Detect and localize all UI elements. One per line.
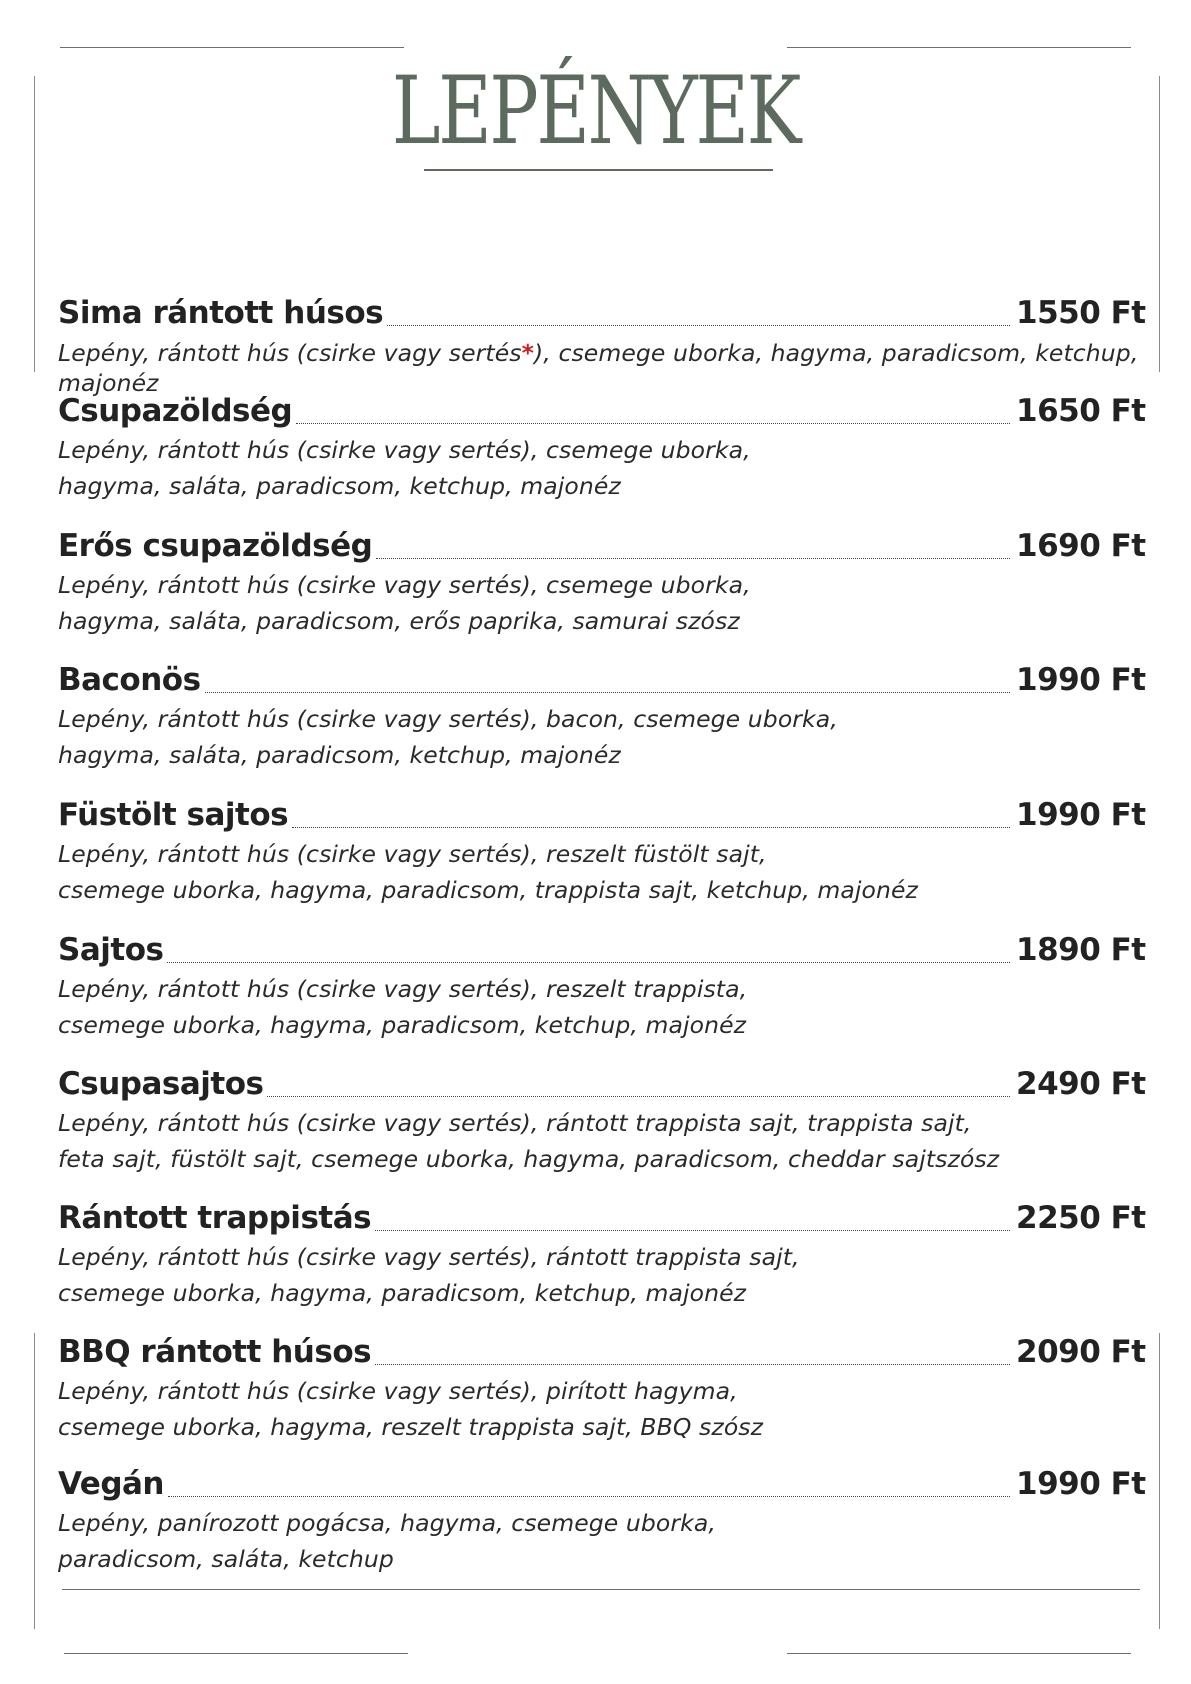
dot-leader — [375, 1364, 1010, 1365]
dot-leader — [376, 558, 1010, 559]
description-line: paradicsom, saláta, ketchup — [58, 1545, 394, 1573]
right-border-top — [1159, 76, 1160, 372]
description-line: Lepény, rántott hús (csirke vagy sertés), csemege uborka, — [58, 571, 751, 599]
menu-item-header — [58, 1197, 1146, 1237]
menu-item — [58, 1197, 1146, 1311]
item-price: 1990 Ft — [1016, 1466, 1146, 1502]
menu-item — [58, 292, 1146, 398]
menu-item-header — [58, 1331, 1146, 1371]
description-text: Lepény, rántott hús (csirke vagy sertés — [58, 339, 522, 367]
bottom-divider — [62, 1589, 1140, 1590]
menu-item — [58, 794, 1146, 908]
description-line: Lepény, rántott hús (csirke vagy sertés), rántott trappista sajt, trappista sajt, — [58, 1109, 972, 1137]
asterisk-mark: * — [521, 339, 535, 367]
description-line: Lepény, rántott hús (csirke vagy sertés), reszelt trappista, — [58, 975, 748, 1003]
menu-item-header — [58, 525, 1146, 565]
dot-leader — [205, 692, 1010, 693]
item-price: 1690 Ft — [1016, 528, 1146, 564]
dot-leader — [292, 827, 1010, 828]
bottom-right-rule — [787, 1653, 1131, 1654]
item-description — [58, 971, 1140, 1043]
description-line: csemege uborka, hagyma, paradicsom, trappista sajt, ketchup, majonéz — [58, 876, 918, 904]
description-line: hagyma, saláta, paradicsom, erős paprika, samurai szósz — [58, 607, 740, 635]
description-line: Lepény, rántott hús (csirke vagy sertés), csemege uborka, — [58, 436, 751, 464]
item-description — [58, 432, 1140, 504]
description-line: feta sajt, füstölt sajt, csemege uborka, hagyma, paradicsom, cheddar sajtszósz — [58, 1145, 1000, 1173]
item-name: Sajtos — [58, 932, 164, 968]
menu-item — [58, 390, 1146, 504]
description-line: csemege uborka, hagyma, paradicsom, ketchup, majonéz — [58, 1279, 747, 1307]
item-description — [58, 1373, 1140, 1445]
description-line: csemege uborka, hagyma, paradicsom, ketchup, majonéz — [58, 1011, 747, 1039]
menu-item-header — [58, 292, 1146, 332]
menu-item — [58, 1063, 1146, 1177]
menu-item — [58, 929, 1146, 1043]
item-description — [58, 1105, 1140, 1177]
item-price: 1650 Ft — [1016, 393, 1146, 429]
left-border-bottom — [34, 1333, 35, 1629]
item-name: Rántott trappistás — [58, 1200, 372, 1236]
menu-item-header — [58, 1463, 1146, 1503]
page-title: LEPÉNYEK — [391, 57, 800, 166]
description-line: Lepény, rántott hús (csirke vagy sertés), rántott trappista sajt, — [58, 1243, 800, 1271]
item-price: 1990 Ft — [1016, 662, 1146, 698]
item-name: Erős csupazöldség — [58, 528, 373, 564]
bottom-left-rule — [64, 1653, 408, 1654]
dot-leader — [296, 423, 1010, 424]
item-price: 2250 Ft — [1016, 1200, 1146, 1236]
item-price: 1890 Ft — [1016, 932, 1146, 968]
dot-leader — [167, 962, 1010, 963]
menu-item — [58, 1331, 1146, 1445]
item-price: 2490 Ft — [1016, 1066, 1146, 1102]
menu-item-header — [58, 929, 1146, 969]
menu-item — [58, 659, 1146, 773]
description-line: Lepény, rántott hús (csirke vagy sertés), pirított hagyma, — [58, 1377, 738, 1405]
dot-leader — [387, 325, 1010, 326]
description-line: Lepény, rántott hús (csirke vagy sertés), bacon, csemege uborka, — [58, 705, 838, 733]
top-left-rule — [60, 47, 404, 48]
item-description — [58, 701, 1140, 773]
item-price: 2090 Ft — [1016, 1334, 1146, 1370]
item-description — [58, 836, 1140, 908]
menu-item-header — [58, 1063, 1146, 1103]
dot-leader — [375, 1230, 1010, 1231]
menu-item-header — [58, 794, 1146, 834]
menu-item — [58, 525, 1146, 639]
item-description — [58, 567, 1140, 639]
item-name: Sima rántott húsos — [58, 295, 384, 331]
item-price: 1550 Ft — [1016, 295, 1146, 331]
description-line: Lepény, panírozott pogácsa, hagyma, csemege uborka, — [58, 1509, 716, 1537]
menu-item-header — [58, 659, 1146, 699]
description-line — [58, 338, 1140, 368]
dot-leader — [168, 1496, 1010, 1497]
item-description — [58, 338, 1140, 398]
description-line: hagyma, saláta, paradicsom, ketchup, majonéz — [58, 472, 621, 500]
dot-leader — [267, 1096, 1010, 1097]
item-description — [58, 1505, 1140, 1577]
item-name: Csupazöldség — [58, 393, 293, 429]
item-name: BBQ rántott húsos — [58, 1334, 372, 1370]
description-line: Lepény, rántott hús (csirke vagy sertés), reszelt füstölt sajt, — [58, 840, 767, 868]
description-line: hagyma, saláta, paradicsom, ketchup, majonéz — [58, 741, 621, 769]
item-description — [58, 1239, 1140, 1311]
description-text: ), csemege uborka, hagyma, paradicsom, ketchup, — [534, 339, 1139, 367]
title-underline — [424, 169, 773, 171]
top-right-rule — [787, 47, 1131, 48]
item-name: Baconös — [58, 662, 201, 698]
item-name: Csupasajtos — [58, 1066, 264, 1102]
left-border-top — [34, 76, 35, 372]
menu-item-header — [58, 390, 1146, 430]
description-line: majonéz — [58, 369, 159, 397]
menu-item — [58, 1463, 1146, 1577]
item-name: Vegán — [58, 1466, 164, 1502]
item-name: Füstölt sajtos — [58, 797, 289, 833]
item-price: 1990 Ft — [1016, 797, 1146, 833]
description-line: csemege uborka, hagyma, reszelt trappista sajt, BBQ szósz — [58, 1413, 764, 1441]
right-border-bottom — [1159, 1333, 1160, 1629]
